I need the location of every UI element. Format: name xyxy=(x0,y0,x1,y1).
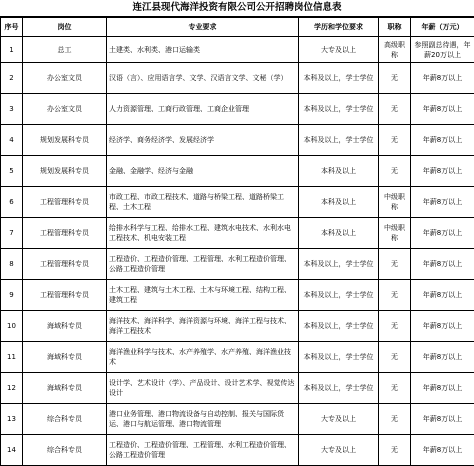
cell-salary: 年薪8万以上 xyxy=(411,218,474,249)
table-row xyxy=(1,373,474,404)
cell-position: 办公室文员 xyxy=(23,94,107,125)
cell-education: 本科及以上，学士学位 xyxy=(299,280,379,311)
cell-title-req: 中级职称 xyxy=(379,187,411,218)
cell-major: 设计学、艺术设计（学）、产品设计、设计艺术学、视觉传达设计 xyxy=(107,373,299,404)
header-education: 学历和学位要求 xyxy=(299,18,379,37)
cell-title-req: 无 xyxy=(379,373,411,404)
cell-major: 给排水科学与工程、给排水工程、建筑水电技术、水利水电工程技术、机电安装工程 xyxy=(107,218,299,249)
table-row xyxy=(1,218,474,249)
table-row xyxy=(1,94,474,125)
cell-salary: 年薪8万以上 xyxy=(411,311,474,342)
cell-major: 海洋技术、海洋科学、海洋资源与环境、海洋工程与技术、海洋工程技术 xyxy=(107,311,299,342)
cell-no: 11 xyxy=(1,342,23,373)
cell-major: 金融、金融学、经济与金融 xyxy=(107,156,299,187)
cell-title-req: 无 xyxy=(379,404,411,435)
cell-salary: 年薪8万以上 xyxy=(411,63,474,94)
cell-education: 本科及以上，学士学位 xyxy=(299,249,379,280)
header-major: 专业要求 xyxy=(107,18,299,37)
cell-position: 规划发展科专员 xyxy=(23,125,107,156)
header-salary: 年薪（万元） xyxy=(411,18,474,37)
cell-no: 2 xyxy=(1,63,23,94)
table-row xyxy=(1,156,474,187)
cell-no: 6 xyxy=(1,187,23,218)
cell-no: 5 xyxy=(1,156,23,187)
header-position: 岗位 xyxy=(23,18,107,37)
cell-no: 3 xyxy=(1,94,23,125)
table-row xyxy=(1,311,474,342)
cell-major: 工程造价、工程造价管理、工程管理、水利工程造价管理、公路工程造价管理 xyxy=(107,435,299,466)
cell-major: 土建类、水利类、港口运输类 xyxy=(107,37,299,63)
cell-position: 海域科专员 xyxy=(23,342,107,373)
cell-major: 市政工程、市政工程技术、道路与桥梁工程、道路桥梁工程、土木工程 xyxy=(107,187,299,218)
cell-major: 土木工程、建筑与土木工程、土木与环境工程、结构工程、建筑工程 xyxy=(107,280,299,311)
cell-title-req: 无 xyxy=(379,63,411,94)
sheet-title: 连江县现代海洋投资有限公司公开招聘岗位信息表 xyxy=(0,0,474,17)
cell-position: 海域科专员 xyxy=(23,373,107,404)
cell-major: 人力资源管理、工商行政管理、工商企业管理 xyxy=(107,94,299,125)
cell-education: 本科及以上 xyxy=(299,218,379,249)
table-row xyxy=(1,125,474,156)
cell-education: 本科及以上，学士学位 xyxy=(299,342,379,373)
positions-table xyxy=(0,17,474,466)
cell-position: 综合科专员 xyxy=(23,404,107,435)
cell-major: 工程造价、工程造价管理、工程管理、水利工程造价管理、公路工程造价管理 xyxy=(107,249,299,280)
table-row xyxy=(1,435,474,466)
cell-position: 工程管理科专员 xyxy=(23,218,107,249)
cell-education: 本科及以上 xyxy=(299,187,379,218)
cell-education: 本科及以上，学士学位 xyxy=(299,373,379,404)
cell-title-req: 中级职称 xyxy=(379,218,411,249)
cell-position: 海域科专员 xyxy=(23,311,107,342)
cell-no: 14 xyxy=(1,435,23,466)
table-row xyxy=(1,404,474,435)
table-row xyxy=(1,342,474,373)
cell-title-req: 高级职称 xyxy=(379,37,411,63)
cell-salary: 年薪8万以上 xyxy=(411,94,474,125)
table-row xyxy=(1,187,474,218)
cell-education: 本科及以上，学士学位 xyxy=(299,63,379,94)
cell-position: 规划发展科专员 xyxy=(23,156,107,187)
header-no: 序号 xyxy=(1,18,23,37)
cell-major: 汉语（言）、应用语言学、文学、汉语言文学、文秘（学） xyxy=(107,63,299,94)
cell-no: 10 xyxy=(1,311,23,342)
cell-title-req: 无 xyxy=(379,280,411,311)
cell-title-req: 无 xyxy=(379,249,411,280)
cell-salary: 年薪8万以上 xyxy=(411,280,474,311)
cell-education: 大专及以上 xyxy=(299,435,379,466)
cell-salary: 年薪8万以上 xyxy=(411,156,474,187)
cell-no: 9 xyxy=(1,280,23,311)
cell-position: 工程管理科专员 xyxy=(23,249,107,280)
cell-no: 7 xyxy=(1,218,23,249)
cell-no: 13 xyxy=(1,404,23,435)
cell-position: 总工 xyxy=(23,37,107,63)
header-row xyxy=(1,18,474,37)
cell-title-req: 无 xyxy=(379,342,411,373)
table-row xyxy=(1,249,474,280)
cell-title-req: 无 xyxy=(379,94,411,125)
cell-education: 本科及以上，学士学位 xyxy=(299,94,379,125)
cell-major: 港口业务管理、港口物流设备与自动控制、报关与国际货运、港口与航运管理、港口物流管理 xyxy=(107,404,299,435)
table-row xyxy=(1,280,474,311)
cell-position: 办公室文员 xyxy=(23,63,107,94)
cell-salary: 年薪8万以上 xyxy=(411,373,474,404)
cell-no: 8 xyxy=(1,249,23,280)
cell-no: 1 xyxy=(1,37,23,63)
header-title-req: 职称 xyxy=(379,18,411,37)
cell-salary: 年薪8万以上 xyxy=(411,249,474,280)
cell-education: 大专及以上 xyxy=(299,404,379,435)
cell-major: 海洋渔业科学与技术、水产养殖学、水产养殖、海洋渔业技术 xyxy=(107,342,299,373)
cell-education: 本科及以上，学士学位 xyxy=(299,311,379,342)
table-row xyxy=(1,37,474,63)
cell-education: 本科及以上 xyxy=(299,156,379,187)
cell-salary: 参照副总待遇，年薪20万以上 xyxy=(411,37,474,63)
cell-position: 综合科专员 xyxy=(23,435,107,466)
cell-position: 工程管理科专员 xyxy=(23,187,107,218)
cell-title-req: 无 xyxy=(379,435,411,466)
cell-no: 12 xyxy=(1,373,23,404)
cell-salary: 年薪8万以上 xyxy=(411,342,474,373)
table-row xyxy=(1,63,474,94)
cell-education: 大专及以上 xyxy=(299,37,379,63)
cell-salary: 年薪8万以上 xyxy=(411,435,474,466)
cell-education: 本科及以上，学士学位 xyxy=(299,125,379,156)
cell-position: 工程管理科专员 xyxy=(23,280,107,311)
cell-major: 经济学、商务经济学、发展经济学 xyxy=(107,125,299,156)
cell-salary: 年薪8万以上 xyxy=(411,125,474,156)
cell-title-req: 无 xyxy=(379,156,411,187)
cell-title-req: 无 xyxy=(379,311,411,342)
cell-salary: 年薪8万以上 xyxy=(411,404,474,435)
cell-title-req: 无 xyxy=(379,125,411,156)
cell-no: 4 xyxy=(1,125,23,156)
cell-salary: 年薪8万以上 xyxy=(411,187,474,218)
